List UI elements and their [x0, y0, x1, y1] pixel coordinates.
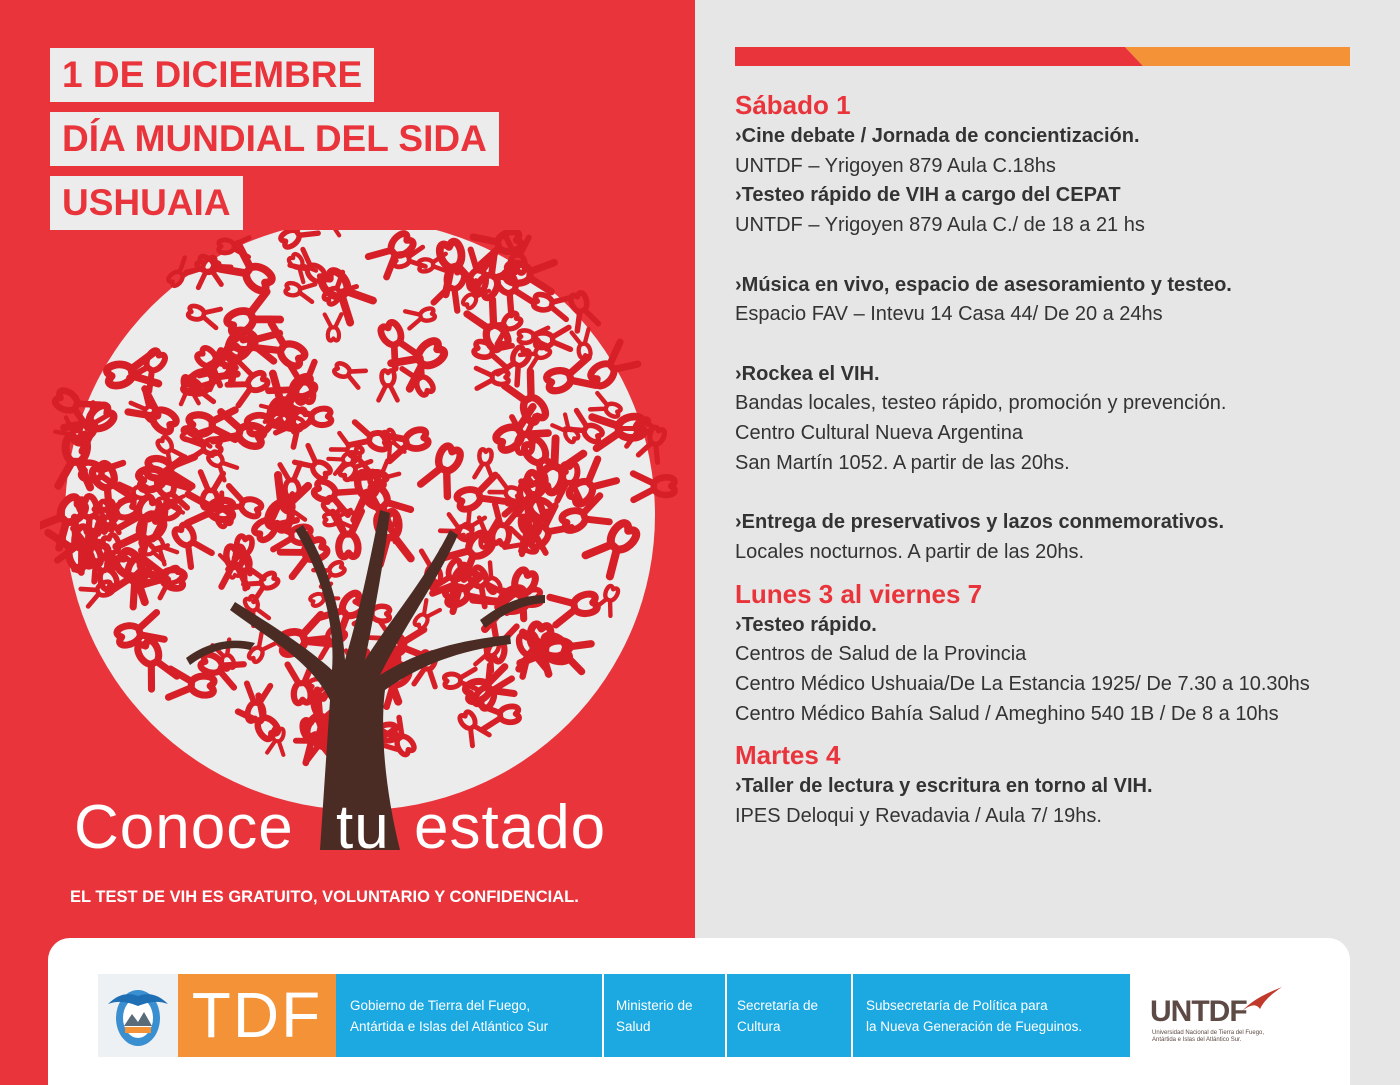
day-heading-sabado: Sábado 1: [735, 90, 851, 120]
gobierno-line-2: Antártida e Islas del Atlántico Sur: [350, 1019, 549, 1034]
secretaria-block: [727, 974, 851, 1057]
event-title: ›Música en vivo, espacio de asesoramiento y testeo.: [735, 273, 1232, 296]
top-color-bar: [735, 47, 1350, 66]
subsecretaria-line-2: la Nueva Generación de Fueguinos.: [866, 1019, 1083, 1034]
secretaria-line-1: Secretaría de: [737, 998, 819, 1013]
day-heading-lunes: Lunes 3 al viernes 7: [735, 578, 983, 609]
slogan: [74, 792, 634, 872]
event-title: ›Cine debate / Jornada de concientización.: [735, 125, 1140, 147]
event-place: Espacio FAV – Intevu 14 Casa 44/ De 20 a 24hs: [735, 303, 1163, 326]
event-detail: Bandas locales, testeo rápido, promoción y prevención.: [735, 392, 1227, 415]
date-heading: 1 DE DICIEMBRE: [50, 48, 374, 102]
province-crest-icon: [98, 974, 178, 1057]
untdf-logo: [1150, 985, 1290, 1045]
event-place: Centro Médico Bahía Salud / Ameghino 540 1B / De 8 a 10hs: [735, 702, 1279, 725]
event-title: ›Entrega de preservativos y lazos conmemorativos.: [735, 511, 1225, 534]
subsecretaria-block: [853, 974, 1130, 1057]
slogan-word-2: tu: [336, 793, 390, 862]
subsecretaria-line-1: Subsecretaría de Política para: [866, 998, 1048, 1013]
event-place: Locales nocturnos. A partir de las 20hs.: [735, 540, 1085, 563]
slogan-word-3: estado: [414, 793, 607, 862]
event-place: Centro Cultural Nueva Argentina: [735, 422, 1023, 444]
gobierno-block: [336, 974, 602, 1057]
event-heading: DÍA MUNDIAL DEL SIDA: [50, 112, 499, 166]
event-title: ›Rockea el VIH.: [735, 362, 880, 385]
event-place: Centro Médico Ushuaia/De La Estancia 1925/ De 7.30 a 10.30hs: [735, 672, 1310, 695]
day-heading-martes: Martes 4: [735, 740, 841, 771]
bird-icon: [1240, 985, 1285, 1015]
ministerio-block: [604, 974, 725, 1057]
gobierno-line-1: Gobierno de Tierra del Fuego,: [350, 998, 531, 1013]
event-title: ›Testeo rápido de VIH a cargo del CEPAT: [735, 184, 1121, 207]
secretaria-line-2: Cultura: [737, 1019, 781, 1034]
slogan-word-1: Conoce: [74, 793, 294, 862]
ministerio-line-1: Ministerio de: [616, 998, 693, 1013]
event-place: San Martín 1052. A partir de las 20hs.: [735, 451, 1070, 474]
schedule: [735, 88, 1385, 832]
event-title: ›Taller de lectura y escritura en torno al VIH.: [735, 775, 1153, 798]
event-place: Centros de Salud de la Provincia: [735, 643, 1027, 666]
event-place: UNTDF – Yrigoyen 879 Aula C.18hs: [735, 154, 1056, 177]
ministerio-line-2: Salud: [616, 1019, 651, 1034]
untdf-name: UNTDF: [1150, 995, 1247, 1028]
ribbon-tree-illustration: [40, 230, 690, 850]
event-place: IPES Deloqui y Revadavia / Aula 7/ 19hs.: [735, 805, 1102, 828]
untdf-subtitle: Universidad Nacional de Tierra del Fuego, Antártida e Islas del Atlántico Sur.: [1152, 1030, 1265, 1043]
event-place: UNTDF – Yrigoyen 879 Aula C./ de 18 a 21 hs: [735, 214, 1145, 237]
tdf-logo: TDF: [178, 974, 336, 1057]
city-heading: USHUAIA: [50, 176, 243, 230]
event-title: ›Testeo rápido.: [735, 613, 877, 636]
tagline: EL TEST DE VIH ES GRATUITO, VOLUNTARIO Y CONFIDENCIAL.: [70, 888, 579, 906]
